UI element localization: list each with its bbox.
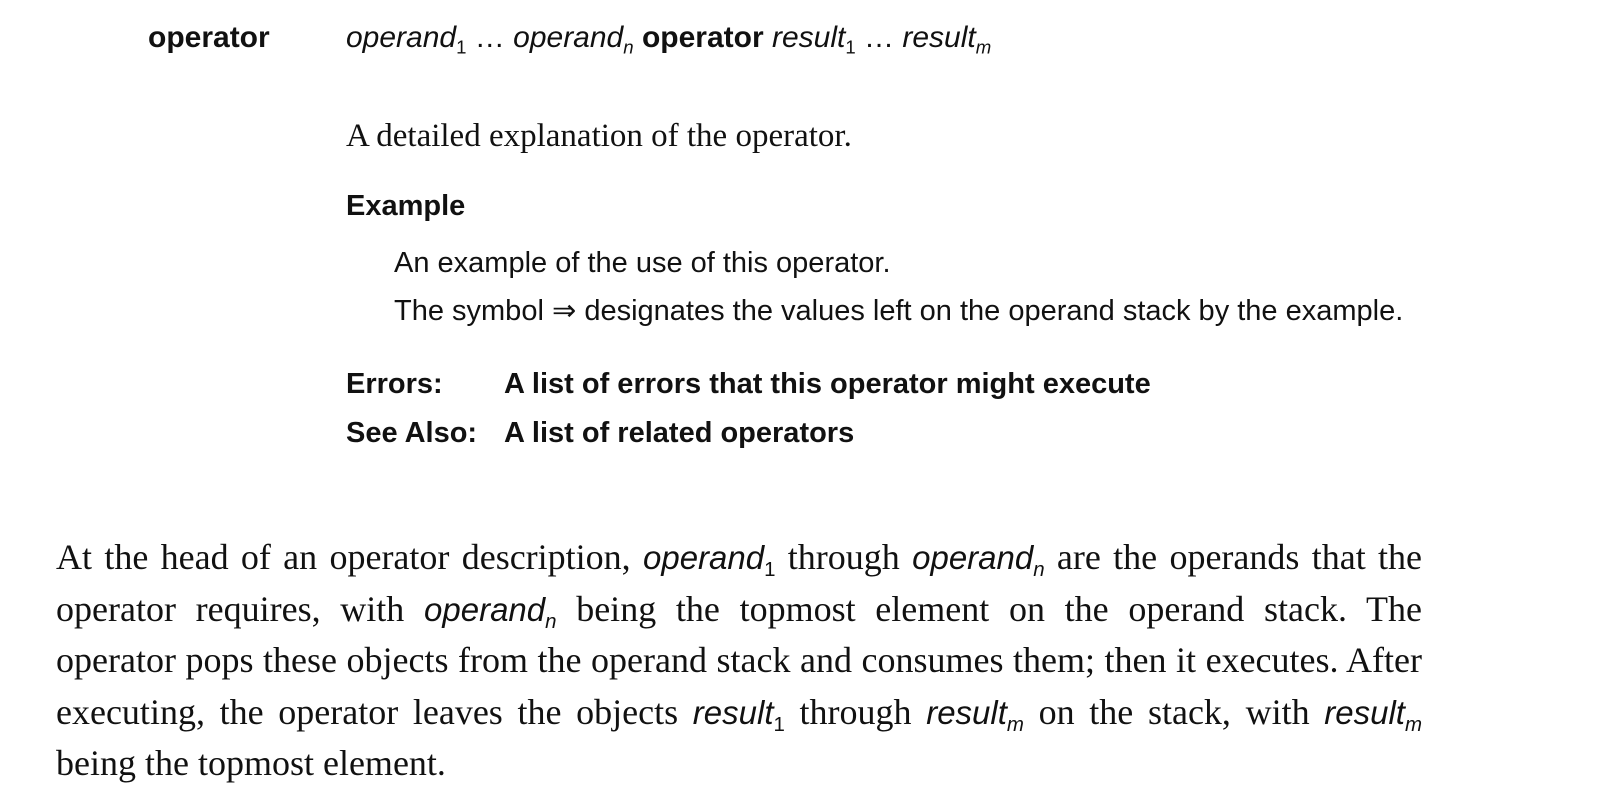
- example-line: [394, 292, 1403, 330]
- synopsis-ellipsis: …: [864, 21, 895, 54]
- description-text: through: [775, 537, 913, 577]
- errors-row: [346, 365, 1151, 403]
- term-operand-last: operand$_n$: [424, 590, 557, 633]
- description-text: are the operands that the operator requires, with: [56, 537, 1422, 629]
- see-also-value: A list of related operators: [504, 417, 855, 449]
- implies-symbol: ⇒: [551, 295, 577, 327]
- errors-label: Errors:: [346, 368, 443, 400]
- term-result-first: result$_1$: [692, 693, 785, 736]
- description-text: being the topmost element.: [56, 743, 446, 783]
- synopsis-result-first: result$_1$: [771, 21, 856, 58]
- example-heading: Example: [346, 190, 466, 222]
- synopsis-operand-last: operand$_n$: [513, 21, 634, 58]
- term-result-last: result$_m$: [1324, 693, 1422, 736]
- example-line: An example of the use of this operator.: [394, 247, 891, 279]
- description-text: being the topmost element on the operand stack. The operator pops these objects from the operand stack and consumes them; then it executes. After executing, the operator leaves the objects: [56, 588, 1422, 732]
- synopsis-operator: operator: [641, 21, 764, 54]
- description-text: At the head of an operator description,: [56, 537, 643, 577]
- synopsis-ellipsis: …: [474, 21, 505, 54]
- term-operand-first: operand$_1$: [643, 539, 776, 582]
- example-text: designates the values left on the operand stack by the example.: [576, 295, 1404, 327]
- errors-value: A list of errors that this operator might execute: [504, 368, 1151, 400]
- operator-synopsis: [346, 18, 991, 58]
- see-also-label: See Also:: [346, 417, 478, 449]
- see-also-row: [346, 414, 854, 452]
- term-result-last: result$_m$: [926, 693, 1024, 736]
- synopsis-operand-first: operand$_1$: [346, 21, 467, 58]
- example-text: The symbol: [394, 295, 552, 327]
- description-text: on the stack, with: [1023, 691, 1325, 732]
- description-paragraph: [56, 532, 1422, 790]
- term-operand-last: operand$_n$: [912, 539, 1045, 582]
- synopsis-result-last: result$_m$: [902, 21, 992, 58]
- description-text: through: [784, 691, 927, 732]
- operator-explanation: A detailed explanation of the operator.: [346, 118, 852, 154]
- operator-name: operator: [148, 21, 270, 54]
